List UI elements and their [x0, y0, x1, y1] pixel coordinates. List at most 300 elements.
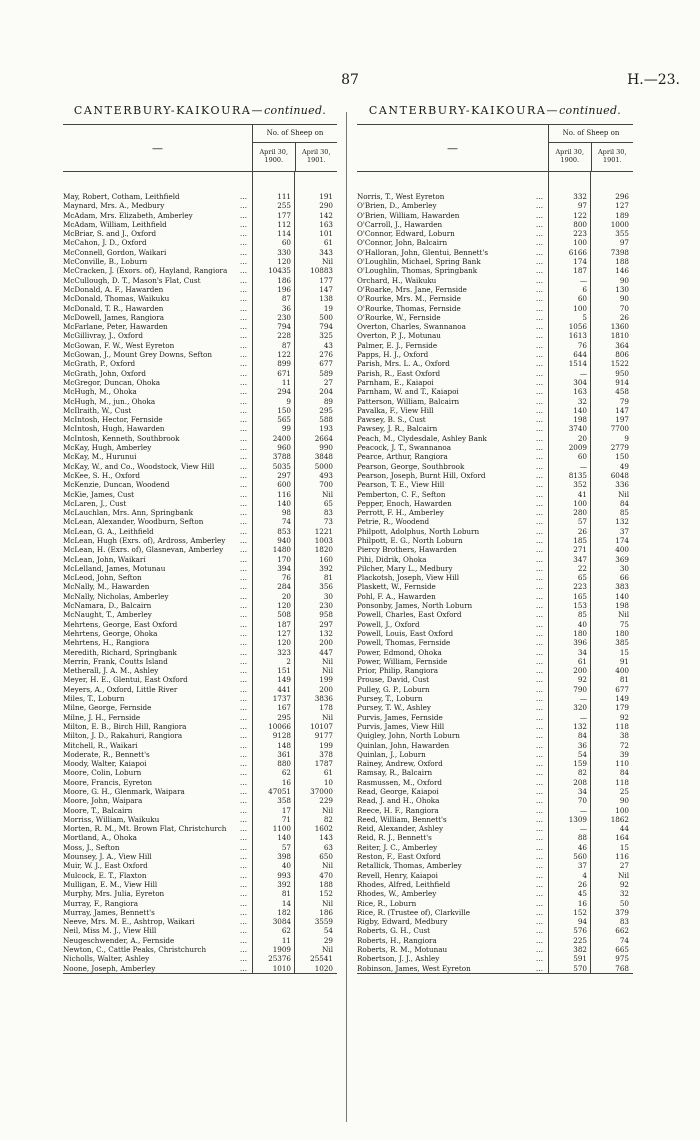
- sheep-1901: 199: [319, 675, 333, 685]
- sheep-1900: 790: [573, 684, 587, 694]
- table-row: [63, 527, 337, 536]
- table-row: [63, 406, 337, 415]
- owner-name: Quinlan, John, Hawarden …: [357, 741, 549, 750]
- sheep-1901: 768: [615, 963, 629, 973]
- sheep-1901: 958: [319, 610, 333, 620]
- owner-name: McCahon, J. D., Oxford …: [63, 238, 253, 247]
- sheep-1901: Nil: [322, 656, 333, 666]
- sheep-1901: 990: [319, 443, 333, 453]
- owner-name: Roberts, R. M., Motunau …: [357, 945, 549, 954]
- sheep-1900: 10066: [268, 721, 291, 731]
- sheep-1900: 100: [573, 238, 587, 248]
- table-row: [357, 313, 633, 322]
- sheep-1900: 87: [281, 294, 291, 304]
- owner-name: Milton, J. D., Rakahuri, Rangiora …: [63, 731, 253, 740]
- sheep-1900: —: [579, 805, 587, 815]
- table-row: [63, 871, 337, 880]
- sheep-1900: 97: [577, 201, 587, 211]
- table-row: [63, 908, 337, 917]
- sheep-1900: 174: [573, 257, 587, 267]
- owner-name: McLauchlan, Mrs. Ann, Springbank …: [63, 508, 253, 517]
- owner-name: McDonald, Thomas, Waikuku …: [63, 294, 253, 303]
- sheep-1901: 65: [323, 498, 333, 508]
- right-column: [357, 104, 633, 974]
- table-row: [357, 796, 633, 805]
- sheep-1900: 560: [573, 852, 587, 862]
- owner-name: Parnham, W. and T., Kaiapoi …: [357, 387, 549, 396]
- owner-name: O'Connor, John, Balcairn …: [357, 238, 549, 247]
- sheep-1901: 147: [319, 284, 333, 294]
- table-row: [357, 229, 633, 238]
- sheep-1900: 294: [277, 387, 291, 397]
- owner-name: Maynard, Mrs. A., Medbury …: [63, 201, 253, 210]
- owner-name: Patterson, William, Balcairn …: [357, 397, 549, 406]
- table-row: [63, 462, 337, 471]
- table-row: [63, 787, 337, 796]
- sheep-1900: 60: [281, 238, 291, 248]
- table-row: [357, 926, 633, 935]
- sheep-1900: 565: [277, 415, 291, 425]
- sheep-1901: 142: [319, 210, 333, 220]
- owner-name: Moss, J., Sefton …: [63, 843, 253, 852]
- sheep-1901: 50: [619, 898, 629, 908]
- table-row: [63, 629, 337, 638]
- sheep-1901: 378: [319, 749, 333, 759]
- owner-name: McGregor, Duncan, Ohoka …: [63, 378, 253, 387]
- sheep-1901: 295: [319, 405, 333, 415]
- sheep-1900: 74: [281, 517, 291, 527]
- sheep-1901: 79: [619, 396, 629, 406]
- sheep-1901: 132: [615, 517, 629, 527]
- sheep-1900: 163: [573, 387, 587, 397]
- table-row: [357, 694, 633, 703]
- table-row: [63, 815, 337, 824]
- table-row: [357, 722, 633, 731]
- table-row: [63, 806, 337, 815]
- sheep-1900: 25376: [268, 954, 291, 964]
- table-row: [357, 294, 633, 303]
- sheep-1900: 57: [281, 842, 291, 852]
- table-row: [63, 703, 337, 712]
- table-row: [63, 648, 337, 657]
- sheep-1900: 120: [277, 257, 291, 267]
- table-row: [357, 248, 633, 257]
- sheep-1900: 323: [277, 647, 291, 657]
- owner-name: McKie, James, Cust …: [63, 490, 253, 499]
- sheep-1900: 34: [577, 647, 587, 657]
- sheep-1901: 700: [319, 480, 333, 490]
- table-row: [63, 852, 337, 861]
- table-row: [357, 387, 633, 396]
- owner-name: Pemberton, C. F., Sefton …: [357, 490, 549, 499]
- table-row: [63, 722, 337, 731]
- owner-name: Mehrtens, George, East Oxford …: [63, 620, 253, 629]
- owner-name: Pearce, Arthur, Rangiora …: [357, 452, 549, 461]
- owner-name: Norris, T., West Eyreton …: [357, 192, 549, 201]
- table-row: [63, 638, 337, 647]
- table-row: [63, 601, 337, 610]
- owner-name: McHugh, M., Ohoka …: [63, 387, 253, 396]
- table-row: [63, 657, 337, 666]
- sheep-1901: 29: [323, 935, 333, 945]
- table-row: [357, 406, 633, 415]
- owner-name: Overton, Charles, Swannanoa …: [357, 322, 549, 331]
- sheep-1900: 88: [577, 833, 587, 843]
- sheep-1901: 290: [319, 201, 333, 211]
- table-row: [63, 759, 337, 768]
- owner-name: McAdam, Mrs. Elizabeth, Amberley …: [63, 211, 253, 220]
- table-row: [357, 610, 633, 619]
- sheep-1901: 90: [619, 796, 629, 806]
- sheep-1900: 1909: [272, 945, 291, 955]
- table-row: [63, 917, 337, 926]
- sheep-1900: 396: [573, 638, 587, 648]
- sheep-1900: —: [579, 824, 587, 834]
- table-row: [63, 545, 337, 554]
- owner-name: Meyer, H. E., Glentui, East Oxford …: [63, 675, 253, 684]
- table-row: [63, 341, 337, 350]
- sheep-1901: 3836: [314, 694, 333, 704]
- left-title-main: CANTERBURY-KAIKOURA—: [73, 104, 265, 117]
- sheep-1901: 83: [619, 917, 629, 927]
- right-title-main: CANTERBURY-KAIKOURA—: [368, 104, 560, 117]
- sheep-1901: 54: [323, 926, 333, 936]
- sheep-1900: 186: [277, 275, 291, 285]
- table-row: [357, 545, 633, 554]
- table-row: [357, 238, 633, 247]
- sheep-1900: 1737: [272, 694, 291, 704]
- sheep-1900: 150: [277, 405, 291, 415]
- owner-name: Reed, William, Bennett's …: [357, 815, 549, 824]
- sheep-1901: 230: [319, 601, 333, 611]
- owner-name: O'Brien, D., Amberley …: [357, 201, 549, 210]
- sheep-1900: 152: [573, 907, 587, 917]
- table-row: [63, 861, 337, 870]
- sheep-1901: 193: [319, 424, 333, 434]
- table-row: [63, 248, 337, 257]
- sheep-1900: 570: [573, 963, 587, 973]
- sheep-1901: 500: [319, 312, 333, 322]
- owner-name: Prior, Philip, Rangiora …: [357, 666, 549, 675]
- sheep-1901: 101: [319, 229, 333, 239]
- sheep-1901: 63: [323, 842, 333, 852]
- sheep-1900: 82: [577, 768, 587, 778]
- sheep-1900: 940: [277, 535, 291, 545]
- sheep-1900: 116: [277, 489, 291, 499]
- sheep-1900: 4: [582, 870, 587, 880]
- sheep-1900: 1056: [568, 322, 587, 332]
- table-row: [357, 443, 633, 452]
- table-row: [63, 313, 337, 322]
- left-title-continued: continued.: [264, 104, 327, 117]
- sheep-1901: 188: [319, 879, 333, 889]
- owner-name: Moore, T., Balcairn …: [63, 806, 253, 815]
- owner-name: Pearson, Joseph, Burnt Hill, Oxford …: [357, 471, 549, 480]
- sheep-1900: 208: [573, 777, 587, 787]
- sheep-1900: 794: [277, 322, 291, 332]
- sheep-1900: 99: [281, 424, 291, 434]
- sheep-1901: 10883: [310, 266, 333, 276]
- sheep-1901: 3559: [314, 917, 333, 927]
- table-row: [63, 926, 337, 935]
- sheep-1900: —: [579, 461, 587, 471]
- table-row: [357, 778, 633, 787]
- table-row: [357, 452, 633, 461]
- sheep-1901: Nil: [322, 257, 333, 267]
- sheep-1900: —: [579, 712, 587, 722]
- table-row: [63, 369, 337, 378]
- sheep-1901: 37: [619, 526, 629, 536]
- table-row: [357, 713, 633, 722]
- owner-name: Milne, George, Fernside …: [63, 703, 253, 712]
- table-row: [63, 954, 337, 963]
- owner-name: Murray, James, Bennett's …: [63, 908, 253, 917]
- sheep-1900: 9128: [272, 731, 291, 741]
- sheep-1901: Nil: [618, 870, 629, 880]
- owner-name: McNally, M., Hawarden …: [63, 582, 253, 591]
- sheep-1901: 3848: [314, 452, 333, 462]
- sheep-1901: 43: [323, 340, 333, 350]
- sheep-1901: 174: [615, 535, 629, 545]
- table-row: [357, 471, 633, 480]
- sheep-1900: 36: [281, 303, 291, 313]
- table-row: [63, 880, 337, 889]
- sheep-1900: 177: [277, 210, 291, 220]
- table-row: [63, 592, 337, 601]
- sheep-1900: 3740: [568, 424, 587, 434]
- sheep-1900: 8135: [568, 470, 587, 480]
- owner-name: Rasmussen, M., Oxford …: [357, 778, 549, 787]
- sheep-1900: 182: [277, 907, 291, 917]
- owner-name: O'Loughlin, Thomas, Springbank …: [357, 266, 549, 275]
- sheep-1901: 19: [323, 303, 333, 313]
- sheep-1900: 17: [281, 805, 291, 815]
- owner-name: Philpott, E. G., North Loburn …: [357, 536, 549, 545]
- table-row: [63, 276, 337, 285]
- sheep-1900: 10435: [268, 266, 291, 276]
- owner-name: McKay, W., and Co., Woodstock, View Hill …: [63, 462, 253, 471]
- sheep-1900: 284: [277, 582, 291, 592]
- sheep-1901: 2664: [314, 433, 333, 443]
- owner-name: Reid, R. J., Bennett's …: [357, 833, 549, 842]
- table-row: [63, 889, 337, 898]
- owner-name: Peacock, J. T., Swannanoa …: [357, 443, 549, 452]
- owner-name: O'Carroll, J., Hawarden …: [357, 220, 549, 229]
- sheep-1901: Nil: [322, 489, 333, 499]
- owner-name: Power, Edmond, Ohoka …: [357, 648, 549, 657]
- owner-name: Petrie, R., Woodend …: [357, 517, 549, 526]
- owner-name: Power, William, Fernside …: [357, 657, 549, 666]
- sheep-1901: 2779: [610, 443, 629, 453]
- sheep-1901: 49: [619, 461, 629, 471]
- right-sheep-header-label: No. of Sheep on: [549, 125, 633, 143]
- owner-name: McNamara, D., Balcairn …: [63, 601, 253, 610]
- sheep-1901: 914: [615, 377, 629, 387]
- sheep-1901: 385: [615, 638, 629, 648]
- owner-name: Mulligan, E. M., View Hill …: [63, 880, 253, 889]
- owner-name: McNally, Nicholas, Amberley …: [63, 592, 253, 601]
- sheep-1901: 1000: [610, 219, 629, 229]
- sheep-1900: 45: [577, 889, 587, 899]
- owner-name: McKee, S. H., Oxford …: [63, 471, 253, 480]
- left-sheep-header: [252, 125, 337, 171]
- sheep-1901: 5000: [314, 461, 333, 471]
- table-row: [63, 768, 337, 777]
- sheep-1901: 356: [319, 582, 333, 592]
- sheep-1900: 800: [573, 219, 587, 229]
- sheep-1901: 447: [319, 647, 333, 657]
- owner-name: Metherall, J. A. M., Ashley …: [63, 666, 253, 675]
- sheep-1901: 118: [615, 721, 629, 731]
- sheep-1900: 304: [573, 377, 587, 387]
- sheep-1901: 116: [615, 852, 629, 862]
- sheep-1900: 1514: [568, 359, 587, 369]
- sheep-1900: 960: [277, 443, 291, 453]
- sheep-1901: 1810: [610, 331, 629, 341]
- owner-name: Pearson, George, Southbrook …: [357, 462, 549, 471]
- sheep-1901: 229: [319, 796, 333, 806]
- table-row: [357, 192, 633, 201]
- sheep-1901: 400: [615, 545, 629, 555]
- sheep-1901: 369: [615, 554, 629, 564]
- sheep-1901: 81: [323, 573, 333, 583]
- sheep-1900: 187: [277, 619, 291, 629]
- table-row: [63, 620, 337, 629]
- owner-name: McGillivray, J., Oxford …: [63, 331, 253, 340]
- sheep-1901: 589: [319, 368, 333, 378]
- sheep-1901: 89: [323, 396, 333, 406]
- table-row: [357, 397, 633, 406]
- sheep-1901: 149: [615, 694, 629, 704]
- sheep-1900: 32: [577, 396, 587, 406]
- sheep-1900: 5: [582, 312, 587, 322]
- table-row: [63, 843, 337, 852]
- owner-name: McGrath, P., Oxford …: [63, 359, 253, 368]
- sheep-1901: 665: [615, 945, 629, 955]
- sheep-1901: 82: [323, 814, 333, 824]
- sheep-1900: 94: [577, 917, 587, 927]
- owner-name: Mehrtens, George, Ohoka …: [63, 629, 253, 638]
- sheep-1901: 1522: [610, 359, 629, 369]
- left-table-header: [63, 124, 337, 172]
- sheep-1901: 140: [615, 591, 629, 601]
- owner-name: Revell, Henry, Kaiapoi …: [357, 871, 549, 880]
- sheep-1900: 230: [277, 312, 291, 322]
- table-row: [63, 359, 337, 368]
- table-row: [63, 266, 337, 275]
- sheep-1901: 61: [323, 768, 333, 778]
- sheep-1901: 296: [615, 192, 629, 201]
- table-row: [357, 945, 633, 954]
- sheep-1900: 100: [573, 303, 587, 313]
- table-row: [63, 192, 337, 201]
- table-row: [63, 610, 337, 619]
- sheep-1901: 25: [619, 787, 629, 796]
- owner-name: Newton, C., Cattle Peaks, Christchurch …: [63, 945, 253, 954]
- table-row: [357, 592, 633, 601]
- owner-name: Ponsonby, James, North Loburn …: [357, 601, 549, 610]
- sheep-1900: 591: [573, 954, 587, 964]
- sheep-1900: 223: [573, 229, 587, 239]
- document-reference: H.—23.: [627, 72, 680, 88]
- left-header-1901: April 30, 1901.: [301, 148, 331, 164]
- sheep-1900: 392: [277, 879, 291, 889]
- table-row: [357, 322, 633, 331]
- sheep-1900: 332: [573, 192, 587, 201]
- table-row: [63, 257, 337, 266]
- sheep-1900: 255: [277, 201, 291, 211]
- sheep-1901: 130: [615, 284, 629, 294]
- sheep-1901: 91: [619, 656, 629, 666]
- owner-name: McLelland, James, Motunau …: [63, 564, 253, 573]
- sheep-1900: 112: [277, 219, 291, 229]
- sheep-1900: 644: [573, 350, 587, 360]
- sheep-1900: 398: [277, 852, 291, 862]
- owner-name: Powell, J., Oxford …: [357, 620, 549, 629]
- table-row: [63, 294, 337, 303]
- owner-name: Rainey, Andrew, Oxford …: [357, 759, 549, 768]
- sheep-1900: 2400: [272, 433, 291, 443]
- sheep-1900: 149: [277, 675, 291, 685]
- sheep-1900: 6166: [568, 247, 587, 257]
- owner-name: Perrott, F. H., Amberley …: [357, 508, 549, 517]
- sheep-1900: 1100: [272, 824, 291, 834]
- owner-name: Prouse, David, Cust …: [357, 675, 549, 684]
- owner-name: Moore, Colin, Loburn …: [63, 768, 253, 777]
- table-row: [63, 675, 337, 684]
- sheep-1901: 189: [615, 210, 629, 220]
- table-row: [357, 536, 633, 545]
- owner-name: Rigby, Edward, Medbury …: [357, 917, 549, 926]
- owner-name: McConnell, Gordon, Waikari …: [63, 248, 253, 257]
- sheep-1901: 9177: [314, 731, 333, 741]
- left-sheep-header-label: No. of Sheep on: [253, 125, 337, 143]
- table-row: [357, 480, 633, 489]
- sheep-1901: Nil: [322, 861, 333, 871]
- table-row: [63, 397, 337, 406]
- sheep-1900: 71: [281, 814, 291, 824]
- sheep-1900: 65: [577, 573, 587, 583]
- table-row: [63, 564, 337, 573]
- owner-name: McGowan, J., Mount Grey Downs, Sefton …: [63, 350, 253, 359]
- left-column-title: [63, 104, 337, 118]
- sheep-1901: 10: [323, 777, 333, 787]
- sheep-1900: 6: [582, 284, 587, 294]
- owner-name: Roberts, H., Rangiora …: [357, 936, 549, 945]
- sheep-1900: 671: [277, 368, 291, 378]
- right-table-body: [357, 172, 633, 974]
- sheep-1901: 84: [619, 768, 629, 778]
- owner-name: McDowell, James, Rangiora …: [63, 313, 253, 322]
- owner-name: Plackotsh, Joseph, View Hill …: [357, 573, 549, 582]
- sheep-1901: 383: [615, 582, 629, 592]
- owner-name: McKenzie, Duncan, Woodend …: [63, 480, 253, 489]
- owner-name: Morten, R. M., Mt. Brown Flat, Christchurch …: [63, 824, 253, 833]
- owner-name: Morriss, William, Waikuku …: [63, 815, 253, 824]
- sheep-1900: 140: [277, 833, 291, 843]
- sheep-1900: 14: [281, 898, 291, 908]
- owner-name: May, Robert, Cotham, Leithfield …: [63, 192, 253, 201]
- owner-name: Pepper, Enoch, Hawarden …: [357, 499, 549, 508]
- table-row: [357, 843, 633, 852]
- sheep-1901: 25541: [310, 954, 333, 964]
- sheep-1901: 794: [319, 322, 333, 332]
- left-column: [63, 104, 337, 974]
- sheep-1900: 41: [577, 489, 587, 499]
- sheep-1901: 26: [619, 312, 629, 322]
- sheep-1901: 38: [619, 731, 629, 741]
- sheep-1901: 127: [615, 201, 629, 211]
